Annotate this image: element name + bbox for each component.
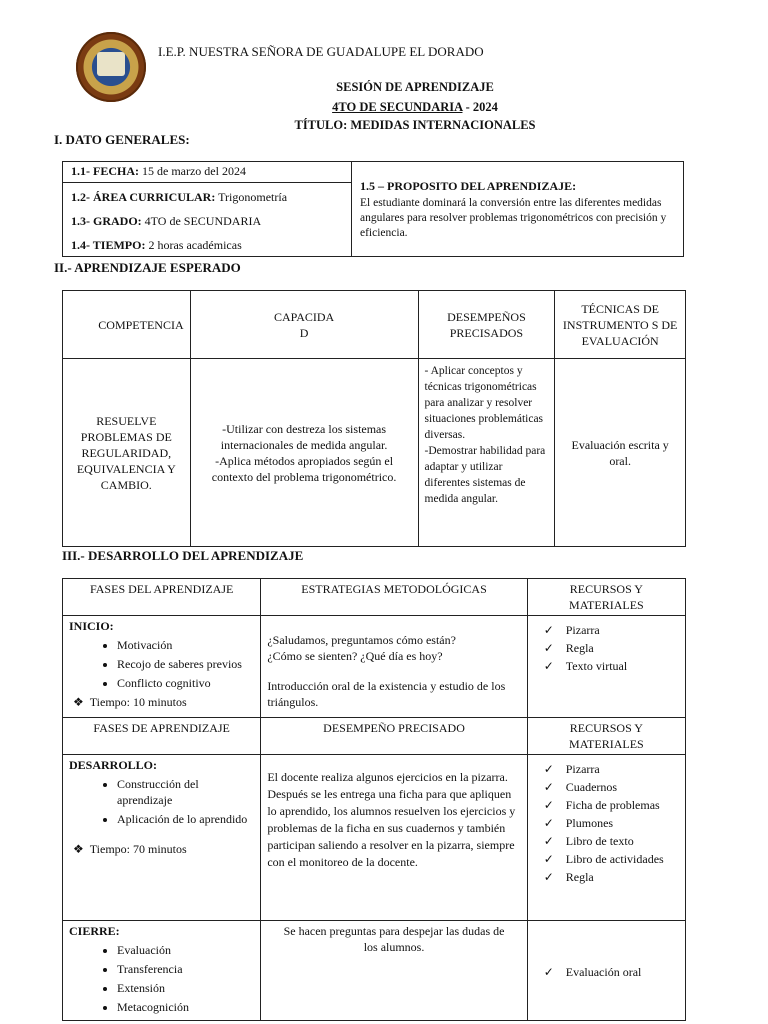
cierre-resources-list [534, 964, 679, 980]
competencia-cell: RESUELVE PROBLEMAS DE REGULARIDAD, EQUIVALENCIA Y CAMBIO. [63, 359, 191, 547]
development-table [62, 578, 686, 1021]
resource-item: ✓ Pizarra [543, 623, 600, 637]
resource-item: ✓ Texto virtual [543, 659, 628, 673]
list-item: • Transferencia [117, 961, 254, 977]
list-item: • Conflicto cognitivo [117, 675, 254, 691]
cierre-cell: CIERRE: • Evaluación • Transferencia • Extensión • Metacognición [63, 921, 261, 1021]
section2-heading: II.- APRENDIZAJE ESPERADO [54, 260, 241, 275]
resource-item: ✓ Regla [543, 641, 594, 655]
desarrollo-list [69, 776, 254, 827]
desarrollo-cell: DESARROLLO: • Construcción del aprendizaje • Aplicación de lo aprendido ❖ Tiempo: 70 minutos [63, 755, 261, 921]
resource-item: ✓ Regla [543, 870, 594, 884]
fecha-row: 1.1- FECHA: 15 de marzo del 2024 [63, 162, 351, 183]
capacidad-cell: -Utilizar con destreza los sistemas internacionales de medida angular. -Aplica métodos apropiados según el contexto del problema trigonométrico. [190, 359, 418, 547]
desempeno-cell: - Aplicar conceptos y técnicas trigonométricas para analizar y resolver situaciones problemáticas diversas. -Demostrar habilidad para adaptar y utilizar diferentes sistemas de medida angular. [418, 359, 555, 547]
desarrollo-strategy-cell: El docente realiza algunos ejercicios en la pizarra. Después se les entrega una ficha para que apliquen lo aprendido, los alumnos resuelven los ejercicios y problemas de la ficha en sus cuadernos y también participan saliendo a resolver en la pizarra, siempre con el monitoreo de la docente. [261, 755, 527, 921]
session-title: SESIÓN DE APRENDIZAJE [336, 80, 494, 94]
section1-heading: I. DATO GENERALES: [54, 132, 190, 147]
check-icon: ✓ [543, 870, 554, 884]
lesson-title: TÍTULO: MEDIDAS INTERNACIONALES [294, 118, 536, 132]
diamond-icon: ❖ [73, 695, 84, 709]
grado-row: 1.3- GRADO: 4TO de SECUNDARIA [71, 214, 262, 228]
inicio-cell: INICIO: • Motivación • Recojo de saberes previos • Conflicto cognitivo ❖ Tiempo: 10 minutos [63, 616, 261, 718]
inicio-list [69, 637, 254, 691]
check-icon: ✓ [543, 659, 554, 673]
resource-item: ✓ Libro de actividades [543, 852, 664, 866]
section3-heading: III.- DESARROLLO DEL APRENDIZAJE [62, 548, 304, 563]
col-competencia: COMPETENCIA [63, 291, 191, 359]
desarrollo-tiempo: ❖ Tiempo: 70 minutos [73, 842, 187, 856]
check-icon: ✓ [543, 964, 554, 979]
resource-item: ✓ Cuadernos [543, 780, 618, 794]
list-item: • Evaluación [117, 942, 254, 958]
h2-fases: FASES DE APRENDIZAJE [63, 718, 261, 755]
col-desempenos: DESEMPEÑOS PRECISADOS [418, 291, 555, 359]
check-icon: ✓ [543, 780, 554, 794]
cierre-list [69, 942, 254, 1015]
desarrollo-resources-cell [527, 755, 685, 921]
area-row: 1.2- ÁREA CURRICULAR: Trigonometría [71, 190, 288, 204]
h2-recursos: RECURSOS Y MATERIALES [527, 718, 685, 755]
check-icon: ✓ [543, 834, 554, 848]
list-item: • Metacognición [117, 999, 254, 1015]
h2-desempeno: DESEMPEÑO PRECISADO [261, 718, 527, 755]
inicio-strategy-cell: ¿Saludamos, preguntamos cómo están? ¿Cómo se sienten? ¿Qué día es hoy? Introducción oral de la existencia y estudio de los triángulos. [261, 616, 527, 718]
check-icon: ✓ [543, 641, 554, 655]
h1-estrategias: ESTRATEGIAS METODOLÓGICAS [261, 579, 527, 616]
check-icon: ✓ [543, 623, 554, 637]
cierre-resources-cell [527, 921, 685, 1021]
cierre-strategy-cell: Se hacen preguntas para despejar las dudas de los alumnos. [261, 921, 527, 1021]
list-item: • Recojo de saberes previos [117, 656, 254, 672]
school-name: I.E.P. NUESTRA SEÑORA DE GUADALUPE EL DORADO [158, 44, 484, 59]
col-capacidad: CAPACIDA D [190, 291, 418, 359]
col-tecnicas: TÉCNICAS DE INSTRUMENTO S DE EVALUACIÓN [555, 291, 686, 359]
inicio-resources-list [534, 622, 679, 674]
desarrollo-resources-list [534, 761, 679, 885]
proposito-label: 1.5 – PROPOSITO DEL APRENDIZAJE: [360, 178, 577, 193]
proposito-text: El estudiante dominará la conversión entre las diferentes medidas angulares para resolver problemas trigonométricos con precisión y eficiencia. [360, 196, 667, 239]
h1-fases: FASES DEL APRENDIZAJE [63, 579, 261, 616]
inicio-tiempo: ❖ Tiempo: 10 minutos [73, 695, 187, 709]
resource-item: ✓ Evaluación oral [543, 964, 642, 979]
check-icon: ✓ [543, 762, 554, 776]
check-icon: ✓ [543, 798, 554, 812]
expected-learning-table [62, 290, 686, 547]
resource-item: ✓ Pizarra [543, 762, 600, 776]
inicio-resources-cell [527, 616, 685, 718]
list-item: • Construcción del aprendizaje [117, 776, 254, 808]
resource-item: ✓ Ficha de problemas [543, 798, 660, 812]
resource-item: ✓ Plumones [543, 816, 614, 830]
list-item: • Aplicación de lo aprendido [117, 811, 254, 827]
resource-item: ✓ Libro de texto [543, 834, 634, 848]
tiempo-row: 1.4- TIEMPO: 2 horas académicas [71, 238, 242, 252]
list-item: • Motivación [117, 637, 254, 653]
check-icon: ✓ [543, 816, 554, 830]
general-data-table [62, 161, 684, 257]
tecnica-cell: Evaluación escrita y oral. [555, 359, 686, 547]
grade-year: 4TO DE SECUNDARIA - 2024 [332, 100, 498, 114]
diamond-icon: ❖ [73, 842, 84, 856]
list-item: • Extensión [117, 980, 254, 996]
h1-recursos: RECURSOS Y MATERIALES [527, 579, 685, 616]
check-icon: ✓ [543, 852, 554, 866]
